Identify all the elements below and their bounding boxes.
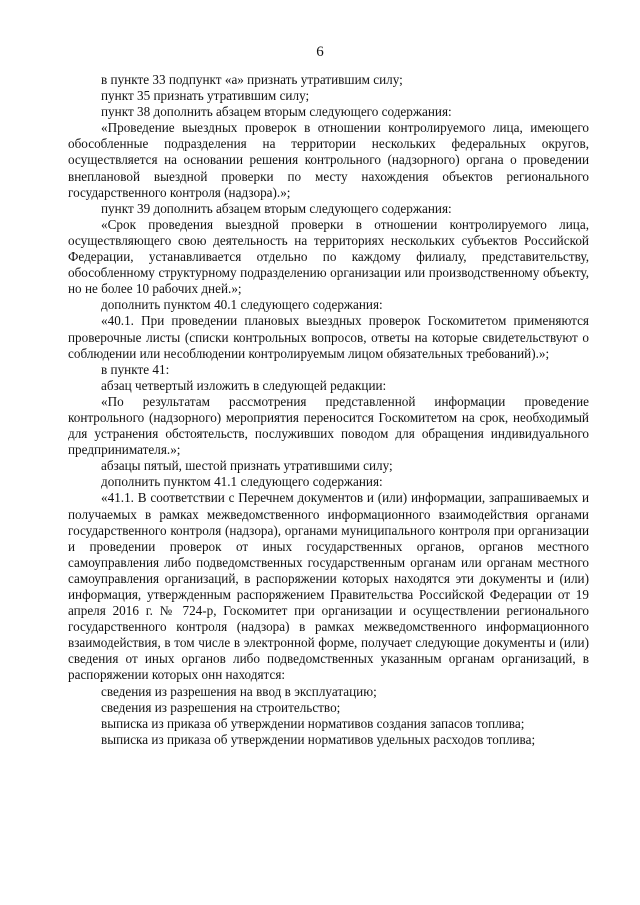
paragraph: дополнить пунктом 41.1 следующего содержания: — [101, 474, 383, 490]
paragraph: пункт 38 дополнить абзацем вторым следующего содержания: — [101, 104, 452, 120]
page-number: 6 — [316, 44, 324, 60]
paragraph: «40.1. При проведении плановых выездных проверок Госкомитетом применяются проверочные листы (списки контрольных вопросов, ответы на которые свидетельствуют о соблюдении или несоблюдении контролируемым лицом обязательных требований).»; — [68, 313, 589, 361]
paragraph: пункт 35 признать утратившим силу; — [101, 88, 310, 104]
paragraph: абзацы пятый, шестой признать утратившими силу; — [101, 458, 393, 474]
paragraph: «41.1. В соответствии с Перечнем документов и (или) информации, запрашиваемых и получаемых в рамках межведомственного информационного взаимодействия органами государственного контроля (надзора), органами муниципального контроля при организации и проведении проверок от иных государственных органов, органов местного самоуправления либо подведомственных государственным органам или органам местного самоуправления организаций, в распоряжении которых находятся эти документы и (или) информация, утвержденным распоряжением Правительства Российской Федерации от 19 апреля 2016 г. № 724-р, Госкомитет при организации и осуществлении регионального государственного контроля (надзора) в рамках межведомственного информационного взаимодействия, в том числе в электронной форме, получает следующие документы и (или) сведения от иных органов либо подведомственных указанным органам организаций, в распоряжении которых онн находятся: — [68, 490, 589, 683]
paragraph: сведения из разрешения на строительство; — [101, 699, 341, 715]
paragraph: в пункте 33 подпункт «а» признать утратившим силу; — [101, 72, 403, 87]
paragraph: выписка из приказа об утверждении нормативов удельных расходов топлива; — [101, 731, 536, 747]
paragraph: абзац четвертый изложить в следующей редакции: — [101, 377, 387, 393]
paragraph: дополнить пунктом 40.1 следующего содержания: — [101, 297, 383, 313]
paragraph: «Проведение выездных проверок в отношении контролируемого лица, имеющего обособленные подразделения на территории нескольких федеральных округов, осуществляется на основании решения контрольного (надзорного) органа о проведении внеплановой выездной проверки по месту нахождения объектов регионального государственного контроля (надзора).»; — [68, 120, 589, 200]
paragraph: «По результатам рассмотрения представленной информации проведение контрольного (надзорного) мероприятия переносится Госкомитетом на срок, необходимый для устранения обстоятельств, послуживших поводом для обращения индивидуального предпринимателя.»; — [68, 393, 589, 458]
paragraph: выписка из приказа об утверждении нормативов создания запасов топлива; — [101, 715, 525, 731]
paragraph: сведения из разрешения на ввод в эксплуатацию; — [101, 683, 377, 699]
paragraph: пункт 39 дополнить абзацем вторым следующего содержания: — [101, 200, 452, 216]
document-body — [68, 72, 589, 748]
paragraph: «Срок проведения выездной проверки в отношении контролируемого лица, осуществляющего свою деятельность на территориях нескольких субъектов Российской Федерации, устанавливается отдельно по каждому филиалу, представительству, обособленному структурному подразделению организации или производственному объекту, но не более 10 рабочих дней.»; — [68, 216, 589, 297]
paragraph: в пункте 41: — [101, 361, 170, 377]
